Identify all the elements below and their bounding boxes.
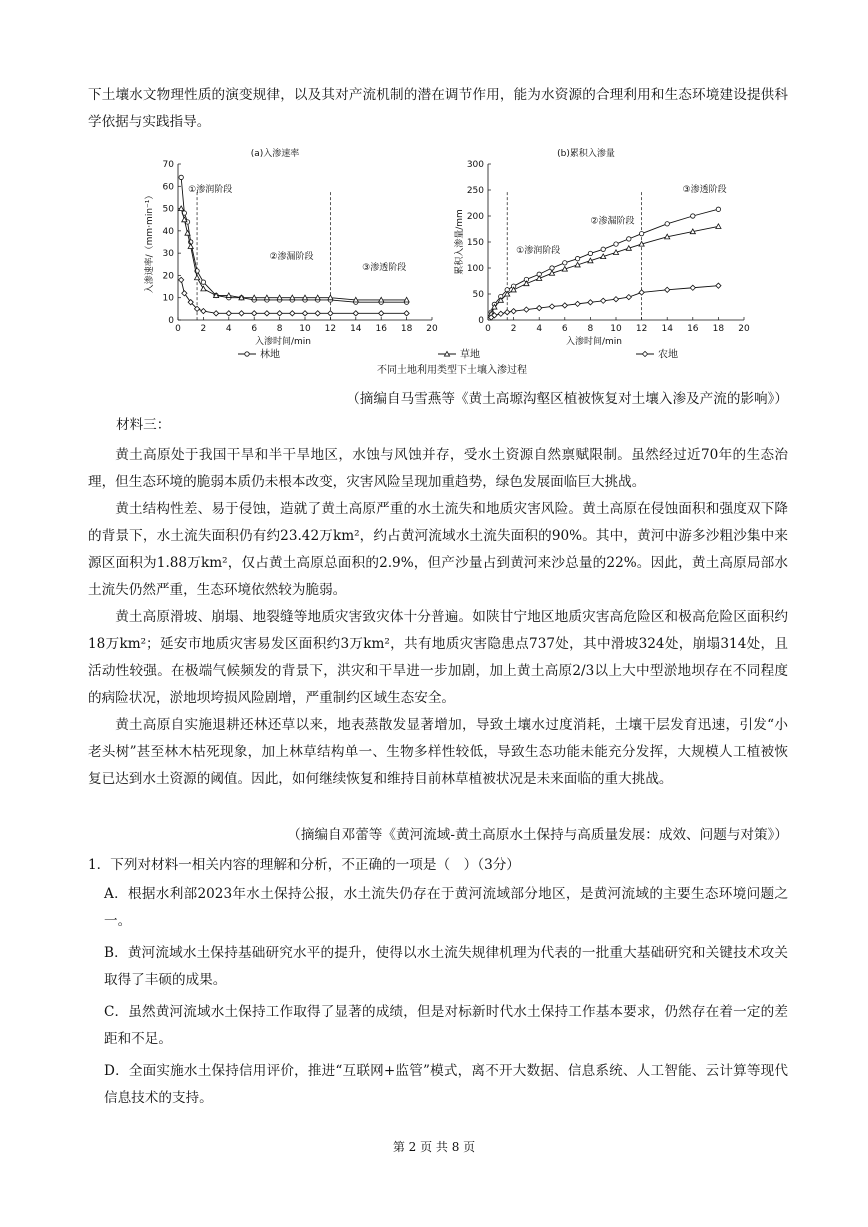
legend-marker xyxy=(642,351,647,356)
y-axis-label: 入渗速率/（mm·min⁻¹） xyxy=(145,190,155,294)
data-point xyxy=(639,290,644,295)
stage-annotation: ①渗润阶段 xyxy=(516,245,561,256)
x-tick-label: 6 xyxy=(251,324,258,334)
y-tick-label: 0 xyxy=(168,316,174,326)
y-tick-label: 300 xyxy=(466,160,484,170)
paragraph-3: 黄土高原滑坡、崩塌、地裂缝等地质灾害致灾体十分普遍。如陕甘宁地区地质灾害高危险区和极高危险区面积约18万km²；延安市地质灾害易发区面积约3万km²，共有地质灾害隐患点737处，其中滑坡324处，崩塌314处，且活动性较强。在极端气候频发的背景下，洪灾和干旱进一步加剧，加上黄土高原2/3以上大中型淤地坝存在不同程度的病险状况，淤地坝垮损风险剧增，严重制约区域生态安全。 xyxy=(88,609,788,706)
option-b: B．黄河流域水土保持基础研究水平的提升，使得以水土流失规律机理为代表的一批重大基础研究和关键技术攻关取得了丰硕的成果。 xyxy=(104,945,788,988)
legend-label: 农地 xyxy=(658,349,678,361)
page-footer: 第 2 页 共 8 页 xyxy=(392,1140,476,1154)
x-tick-label: 10 xyxy=(610,324,622,334)
stage-annotation: ②渗漏阶段 xyxy=(269,252,314,263)
data-point xyxy=(601,247,605,251)
data-point xyxy=(563,261,567,265)
x-tick-label: 4 xyxy=(536,324,543,334)
data-point xyxy=(639,231,643,235)
data-point xyxy=(290,311,295,316)
x-tick-label: 18 xyxy=(400,324,413,334)
data-point xyxy=(188,244,193,249)
source-citation-2: （摘编自邓蕾等《黄河流域-黄土高原水土保持与高质量发展：成效、问题与对策》） xyxy=(287,827,788,843)
x-tick-label: 8 xyxy=(587,324,594,334)
legend-marker xyxy=(245,352,249,356)
data-point xyxy=(404,311,409,316)
data-point xyxy=(613,297,618,302)
data-point xyxy=(505,310,510,315)
data-point xyxy=(690,285,695,290)
data-point xyxy=(239,311,244,316)
y-tick-label: 200 xyxy=(466,212,484,222)
data-point xyxy=(588,300,593,305)
x-tick-label: 14 xyxy=(350,324,362,334)
x-tick-label: 20 xyxy=(426,324,438,334)
x-tick-label: 8 xyxy=(276,324,283,334)
legend-label: 草地 xyxy=(460,349,480,361)
data-point xyxy=(575,256,579,260)
option-c: C．虽然黄河流域水土保持工作取得了显著的成绩，但是对标新时代水土保持工作基本要求，仍然存在着一定的差距和不足。 xyxy=(104,1004,788,1047)
y-tick-label: 50 xyxy=(472,290,484,300)
data-point xyxy=(614,242,618,246)
data-point xyxy=(201,280,205,284)
stage-annotation: ①渗润阶段 xyxy=(188,185,233,196)
series-line xyxy=(181,177,406,302)
x-tick-label: 16 xyxy=(375,324,387,334)
option-d: D．全面实施水土保持信用评价，推进“互联网+监管”模式，离不开大数据、信息系统、人工智能、云计算等现代信息技术的支持。 xyxy=(104,1063,788,1106)
data-point xyxy=(524,307,529,312)
x-tick-label: 10 xyxy=(299,324,311,334)
data-point xyxy=(277,311,282,316)
material-3-label: 材料三： xyxy=(116,417,171,433)
data-point xyxy=(353,311,358,316)
chart-infiltration-rate xyxy=(143,147,438,347)
x-tick-label: 20 xyxy=(738,324,750,334)
data-point xyxy=(226,311,231,316)
y-tick-label: 20 xyxy=(162,271,174,282)
figure-caption: 不同土地利用类型下土壤入渗过程 xyxy=(377,365,527,376)
data-point xyxy=(665,287,670,292)
legend-label: 林地 xyxy=(260,349,280,361)
data-point xyxy=(601,298,606,303)
x-tick-label: 0 xyxy=(175,324,181,334)
y-tick-label: 30 xyxy=(162,249,174,260)
paragraph-1: 黄土高原处于我国干旱和半干旱地区，水蚀与风蚀并存，受水土资源自然禀赋限制。虽然经过近70年的生态治理，但生态环境的脆弱本质仍未根本改变，灾害风险呈现加重趋势，绿色发展面临巨大挑战。 xyxy=(88,447,788,490)
data-point xyxy=(511,309,516,314)
data-point xyxy=(201,286,206,291)
x-tick-label: 6 xyxy=(561,324,568,334)
y-tick-label: 0 xyxy=(478,316,484,326)
data-point xyxy=(575,301,580,306)
y-tick-label: 60 xyxy=(162,182,174,193)
x-tick-label: 16 xyxy=(687,324,699,334)
figure-legend xyxy=(238,348,678,361)
x-tick-label: 4 xyxy=(225,324,232,334)
chart-title: (a)入渗速率 xyxy=(250,149,300,159)
data-point xyxy=(665,222,669,226)
data-point xyxy=(264,311,269,316)
paragraph-2: 黄土结构性差、易于侵蚀，造就了黄土高原严重的水土流失和地质灾害风险。黄土高原在侵蚀面积和强度双下降的背景下，水土流失面积仍有约23.42万km²，约占黄河流域水土流失面积的90%。其中，黄河中游多沙粗沙集中来源区面积为1.88万km²，仅占黄土高原总面积的2.9%，但产沙量占到黄河来沙总量的22%。因此，黄土高原局部水土流失仍然严重，生态环境依然较为脆弱。 xyxy=(88,501,788,598)
x-tick-label: 0 xyxy=(485,324,491,334)
data-point xyxy=(550,266,554,270)
x-axis-label: 入渗时间/min xyxy=(254,337,312,347)
data-point xyxy=(716,283,721,288)
x-tick-label: 12 xyxy=(324,324,337,334)
y-tick-label: 10 xyxy=(162,293,174,304)
x-tick-label: 2 xyxy=(200,324,207,334)
data-point xyxy=(562,303,567,308)
data-point xyxy=(315,311,320,316)
data-point xyxy=(328,311,333,316)
x-tick-label: 14 xyxy=(661,324,673,334)
paragraph-4: 黄土高原自实施退耕还林还草以来，地表蒸散发显著增加，导致土壤水过度消耗，土壤干层发育迅速，引发“小老头树”甚至林木枯死现象，加上林草结构单一、生物多样性较低，导致生态功能未能充分发挥，大规模人工植被恢复已达到水土资源的阈值。因此，如何继续恢复和维持目前林草植被状况是未来面临的重大挑战。 xyxy=(88,717,788,787)
y-tick-label: 100 xyxy=(466,264,484,274)
source-citation-1: （摘编自马雪燕等《黄土高塬沟壑区植被恢复对土壤入渗及产流的影响》） xyxy=(346,391,788,407)
data-point xyxy=(588,251,592,255)
stage-annotation: ②渗漏阶段 xyxy=(590,216,635,227)
x-tick-label: 2 xyxy=(510,324,517,334)
chart-title: (b)累积入渗量 xyxy=(557,149,615,159)
data-point xyxy=(537,305,542,310)
intro-paragraph: 下土壤水文物理性质的演变规律，以及其对产流机制的潜在调节作用，能为水资源的合理利用和生态环境建设提供科学依据与实践指导。 xyxy=(88,87,788,130)
option-a: A．根据水利部2023年水土保持公报，水土流失仍存在于黄河流域部分地区，是黄河流域的主要生态环境问题之一。 xyxy=(104,886,788,929)
data-point xyxy=(201,308,206,313)
data-point xyxy=(716,224,721,229)
data-point xyxy=(179,175,183,179)
x-axis-label: 入渗时间/min xyxy=(565,337,623,347)
x-tick-label: 18 xyxy=(712,324,725,334)
data-point xyxy=(627,237,631,241)
data-point xyxy=(179,277,184,282)
chart-cumulative-infiltration xyxy=(453,147,750,347)
y-tick-label: 150 xyxy=(466,238,484,248)
data-point xyxy=(716,207,720,211)
data-point xyxy=(252,311,257,316)
y-tick-label: 70 xyxy=(162,160,174,170)
stage-annotation: ③渗透阶段 xyxy=(362,263,407,274)
y-tick-label: 40 xyxy=(162,226,174,237)
data-point xyxy=(194,275,199,280)
data-point xyxy=(626,295,631,300)
y-axis-label: 累积入渗量/mm xyxy=(455,209,465,275)
data-point xyxy=(549,304,554,309)
data-point xyxy=(214,311,219,316)
data-point xyxy=(691,214,695,218)
stage-annotation: ③渗透阶段 xyxy=(682,185,727,196)
x-tick-label: 12 xyxy=(635,324,648,334)
data-point xyxy=(498,311,503,316)
question-stem: 1．下列对材料一相关内容的理解和分析，不正确的一项是（ ）（3分） xyxy=(88,857,520,873)
y-tick-label: 250 xyxy=(466,186,484,196)
data-point xyxy=(302,311,307,316)
y-tick-label: 50 xyxy=(162,204,174,215)
infiltration-figure xyxy=(0,140,868,400)
data-point xyxy=(379,311,384,316)
